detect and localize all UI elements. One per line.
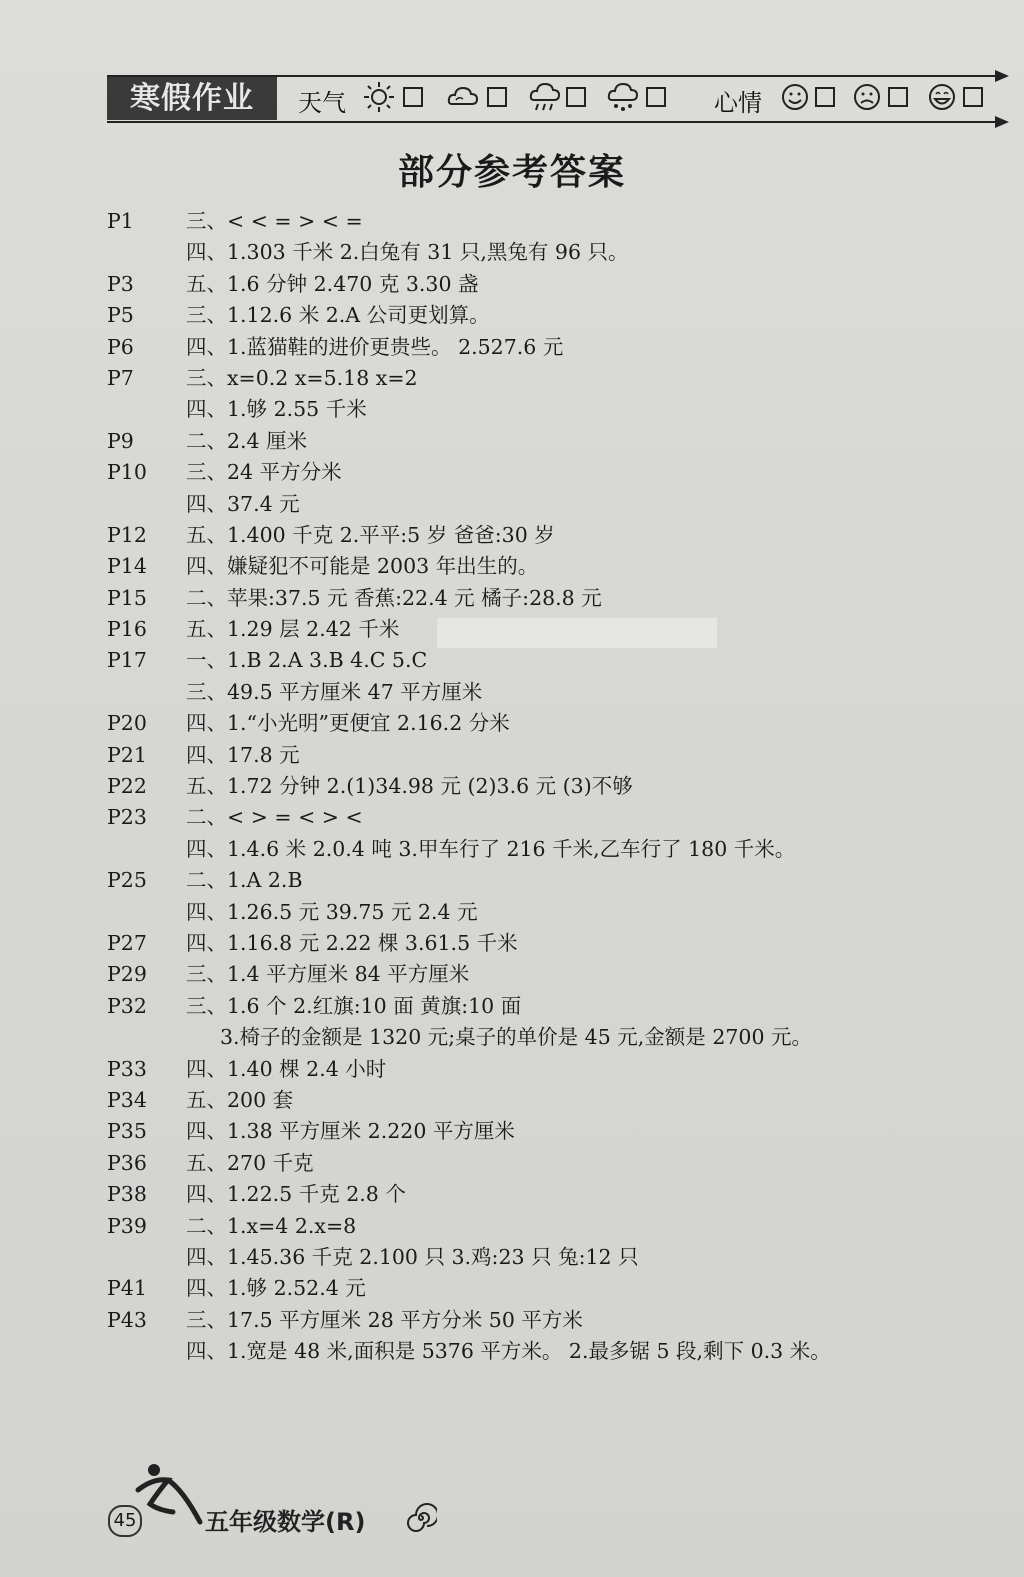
sunny-icon [362, 80, 396, 114]
answer-row [0, 206, 1024, 237]
answer-row [0, 740, 1024, 771]
answer-text: 三、24 平方分米 [186, 460, 342, 485]
laugh-checkbox[interactable] [963, 87, 983, 107]
book-title: 五年级数学(R) [205, 1508, 366, 1536]
answer-row [0, 708, 1024, 739]
header-bottom-rule [107, 121, 997, 123]
page-ref: P34 [107, 1087, 147, 1112]
answer-text: 一、1.B 2.A 3.B 4.C 5.C [186, 648, 428, 673]
snow-checkbox[interactable] [646, 87, 666, 107]
answer-row [0, 1179, 1024, 1210]
answer-text: 四、17.8 元 [186, 742, 300, 767]
answer-row [0, 897, 1024, 928]
page-ref: P23 [107, 805, 147, 830]
answer-row [0, 332, 1024, 363]
answer-text: 三、1.6 个 2.红旗:10 面 黄旗:10 面 [186, 993, 522, 1018]
answer-text: 五、200 套 [186, 1087, 294, 1112]
answer-row [0, 802, 1024, 833]
page-ref: P22 [107, 774, 147, 799]
snow-icon [606, 80, 640, 114]
answer-text: 四、1.40 棵 2.4 小时 [186, 1056, 387, 1081]
answer-row [0, 1022, 1024, 1053]
answer-row [0, 1054, 1024, 1085]
answer-row [0, 1085, 1024, 1116]
page-title: 部分参考答案 [397, 152, 626, 193]
page-ref: P43 [107, 1307, 147, 1332]
page-ref: P9 [107, 428, 134, 453]
answer-row [0, 1305, 1024, 1336]
answer-text: 四、1.45.36 千克 2.100 只 3.鸡:23 只 兔:12 只 [186, 1244, 639, 1269]
laugh-icon [925, 80, 959, 114]
page-ref: P41 [107, 1276, 147, 1301]
answer-row [0, 489, 1024, 520]
answer-row [0, 865, 1024, 896]
answer-row [0, 300, 1024, 331]
answer-text: 四、37.4 元 [186, 491, 300, 516]
page-ref: P27 [107, 930, 147, 955]
answer-text: 三、1.12.6 米 2.A 公司更划算。 [186, 303, 490, 328]
page-ref: P25 [107, 868, 147, 893]
answer-text: 五、1.72 分钟 2.(1)34.98 元 (2)3.6 元 (3)不够 [186, 774, 633, 799]
page-ref: P1 [107, 209, 134, 233]
answer-text: 三、49.5 平方厘米 47 平方厘米 [186, 679, 483, 704]
page-ref: P29 [107, 962, 147, 987]
answer-text: 四、1.303 千米 2.白兔有 31 只,黑兔有 96 只。 [186, 240, 629, 265]
page-ref: P38 [107, 1182, 147, 1207]
cloudy-checkbox[interactable] [487, 87, 507, 107]
page-ref: P10 [107, 460, 147, 485]
answer-text: 四、1.26.5 元 39.75 元 2.4 元 [186, 899, 478, 924]
answer-row [0, 1242, 1024, 1273]
answer-text: 3.椅子的金额是 1320 元;桌子的单价是 45 元,金额是 2700 元。 [220, 1025, 813, 1050]
answer-text: 四、1.4.6 米 2.0.4 吨 3.甲车行了 216 千米,乙车行了 180 千米。 [186, 836, 796, 861]
answer-row [0, 1148, 1024, 1179]
page-ref: P35 [107, 1119, 147, 1144]
page-ref: P6 [107, 334, 134, 359]
answer-text: 五、1.400 千克 2.平平:5 岁 爸爸:30 岁 [186, 522, 555, 547]
answer-row [0, 991, 1024, 1022]
answer-text: 二、< > = < > < [186, 805, 363, 830]
answer-text: 四、1.蓝猫鞋的进价更贵些。 2.527.6 元 [186, 334, 564, 359]
answer-row [0, 1116, 1024, 1147]
answer-row [0, 1336, 1024, 1367]
answer-text: 五、270 千克 [186, 1150, 314, 1175]
answer-text: 二、苹果:37.5 元 香蕉:22.4 元 橘子:28.8 元 [186, 585, 602, 610]
page-ref: P5 [107, 303, 134, 328]
answer-text: 二、1.x=4 2.x=8 [186, 1213, 357, 1238]
rain-checkbox[interactable] [566, 87, 586, 107]
answer-row [0, 614, 1024, 645]
answer-row [0, 959, 1024, 990]
arrow-right-icon [995, 70, 1009, 82]
answer-row [0, 1273, 1024, 1304]
answer-row [0, 363, 1024, 394]
answer-text: 四、嫌疑犯不可能是 2003 年出生的。 [186, 554, 539, 579]
smile-checkbox[interactable] [815, 87, 835, 107]
sad-checkbox[interactable] [888, 87, 908, 107]
answer-text: 四、1.够 2.55 千米 [186, 397, 367, 422]
answer-text: 四、1.“小光明”更便宜 2.16.2 分米 [186, 711, 510, 736]
header-banner: 寒假作业 [107, 77, 277, 120]
page-ref: P36 [107, 1150, 147, 1175]
page-number: 45 [108, 1505, 142, 1537]
answer-text: 五、1.29 层 2.42 千米 [186, 617, 400, 642]
page-ref: P33 [107, 1056, 147, 1081]
weather-label: 天气 [298, 89, 346, 117]
page-ref: P7 [107, 365, 134, 390]
answer-text: 四、1.宽是 48 米,面积是 5376 平方米。 2.最多锯 5 段,剩下 0.3 米。 [186, 1339, 831, 1364]
answer-text: 四、1.22.5 千克 2.8 个 [186, 1182, 406, 1207]
page-ref: P32 [107, 993, 147, 1018]
answer-row [0, 457, 1024, 488]
page-ref: P14 [107, 554, 147, 579]
spiral-icon [405, 1502, 437, 1534]
page-ref: P39 [107, 1213, 147, 1238]
answer-row [0, 426, 1024, 457]
answer-text: 四、1.够 2.52.4 元 [186, 1276, 366, 1301]
arrow-right-icon [995, 116, 1009, 128]
answer-row [0, 928, 1024, 959]
answer-row [0, 677, 1024, 708]
answer-row [0, 1211, 1024, 1242]
answer-text: 二、2.4 厘米 [186, 428, 308, 453]
answer-row [0, 583, 1024, 614]
page-ref: P17 [107, 648, 147, 673]
answer-row [0, 394, 1024, 425]
page-ref: P3 [107, 271, 134, 296]
page-ref: P12 [107, 522, 147, 547]
sad-icon [850, 80, 884, 114]
answer-text: 三、x=0.2 x=5.18 x=2 [186, 365, 418, 390]
smile-icon [778, 80, 812, 114]
answer-text: 二、1.A 2.B [186, 868, 303, 893]
page-ref: P20 [107, 711, 147, 736]
answer-text: 三、< < = > < = [186, 209, 363, 233]
answer-row [0, 771, 1024, 802]
answer-text: 四、1.16.8 元 2.22 棵 3.61.5 千米 [186, 930, 518, 955]
answer-row [0, 834, 1024, 865]
answer-text: 四、1.38 平方厘米 2.220 平方厘米 [186, 1119, 515, 1144]
answer-row [0, 269, 1024, 300]
answer-row [0, 237, 1024, 268]
answer-text: 三、17.5 平方厘米 28 平方分米 50 平方米 [186, 1307, 583, 1332]
page-ref: P21 [107, 742, 147, 767]
page-ref: P15 [107, 585, 147, 610]
answer-row [0, 551, 1024, 582]
sunny-checkbox[interactable] [403, 87, 423, 107]
rain-icon [528, 80, 562, 114]
answer-row [0, 645, 1024, 676]
answer-row [0, 520, 1024, 551]
answer-text: 五、1.6 分钟 2.470 克 3.30 盏 [186, 271, 479, 296]
page-ref: P16 [107, 617, 147, 642]
answer-list [0, 206, 1024, 1367]
mood-label: 心情 [714, 89, 762, 117]
cloudy-icon [446, 80, 480, 114]
answer-text: 三、1.4 平方厘米 84 平方厘米 [186, 962, 470, 987]
